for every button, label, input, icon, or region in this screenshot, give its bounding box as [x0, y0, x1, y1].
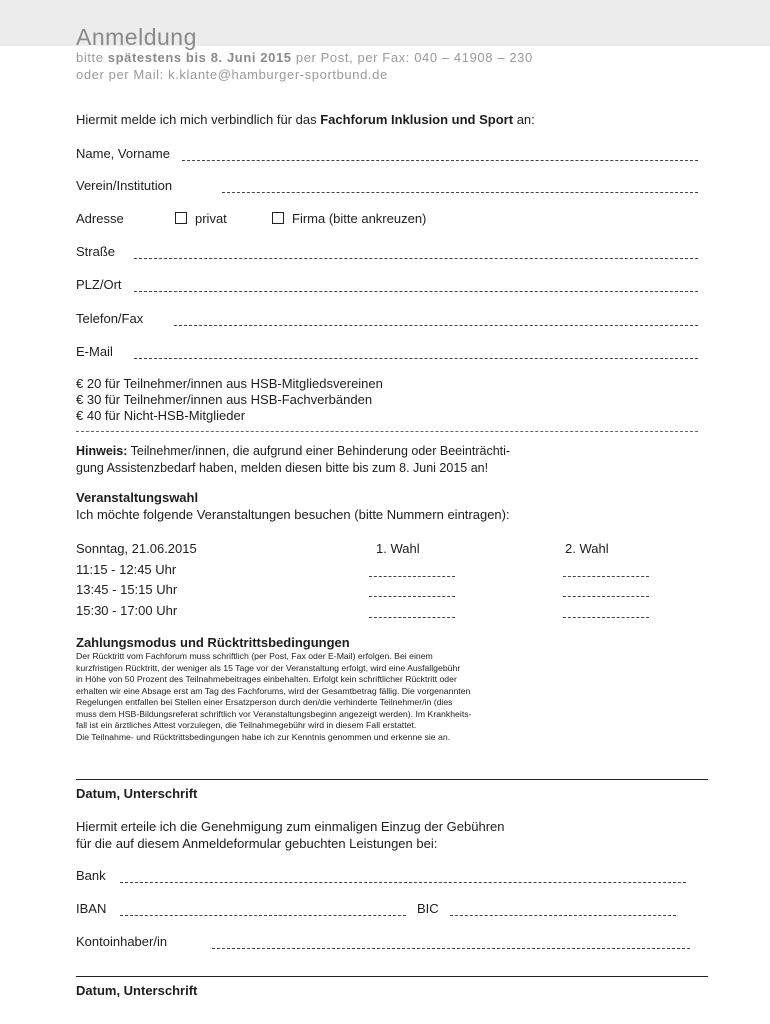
- hint-line1: Teilnehmer/innen, die aufgrund einer Behinderung oder Beeinträchti-: [130, 444, 511, 458]
- firma-label: Firma (bitte ankreuzen): [292, 211, 427, 226]
- telefon-field[interactable]: [174, 325, 698, 326]
- bic-label: BIC: [417, 901, 439, 916]
- form-title: Anmeldung: [76, 24, 197, 50]
- terms-line: Der Rücktritt vom Fachforum muss schriftlich (per Post, Fax oder E-Mail) erfolgen. Bei einem: [76, 651, 433, 661]
- intro-line: [76, 112, 535, 127]
- strasse-field[interactable]: [134, 258, 698, 259]
- privat-option[interactable]: [175, 211, 227, 226]
- terms-line: Die Teilnahme- und Rücktrittsbedingungen habe ich zur Kenntnis genommen und erkenne sie an.: [76, 731, 451, 742]
- fee-association: € 30 für Teilnehmer/innen aus HSB-Fachverbänden: [76, 392, 373, 407]
- telefon-label: Telefon/Fax: [76, 311, 144, 326]
- slot-2-first-choice[interactable]: [369, 596, 455, 597]
- bank-label: Bank: [76, 868, 106, 883]
- holder-field[interactable]: [212, 948, 690, 949]
- terms-line: kurzfristigen Rücktritt, der weniger als 15 Tage vor der Veranstaltung erfolgt, wird eine Ausfallgebühr: [76, 662, 461, 673]
- slot-1: 11:15 - 12:45 Uhr: [76, 562, 177, 577]
- selection-date: Sonntag, 21.06.2015: [76, 541, 197, 556]
- selection-heading: Veranstaltungswahl: [76, 490, 199, 505]
- privat-label: privat: [195, 211, 227, 226]
- slot-1-second-choice[interactable]: [563, 576, 649, 577]
- deadline-contact: per Post, per Fax: 040 – 41908 – 230: [295, 50, 533, 65]
- plz-field[interactable]: [134, 291, 698, 292]
- hint-block: [76, 443, 510, 477]
- terms-line: fall ist ein ärztliches Attest vorzulegen, die Teilnahmegebühr wird in diesem Fall erstattet.: [76, 720, 417, 730]
- terms-line: erhalten wir eine Absage erst am Tag des Fachforums, wird der Gesamtbetrag fällig. Die vorgenannten: [76, 685, 471, 696]
- sepa-line2: für die auf diesem Anmeldeformular gebuchten Leistungen bei:: [76, 836, 438, 851]
- signature-label-1: Datum, Unterschrift: [76, 786, 198, 801]
- divider: [76, 431, 698, 432]
- second-choice-header: 2. Wahl: [565, 541, 609, 556]
- iban-label: IBAN: [76, 901, 107, 916]
- hint-label: Hinweis:: [76, 444, 128, 458]
- adresse-label: Adresse: [76, 211, 124, 226]
- slot-2-second-choice[interactable]: [563, 596, 649, 597]
- terms-line: muss dem HSB-Bildungsreferat schriftlich vor Veranstaltungsbeginn angezeigt werden). Im Krankheits-: [76, 708, 472, 719]
- deadline-date: spätestens bis 8. Juni 2015: [107, 50, 292, 65]
- verein-field[interactable]: [222, 192, 698, 193]
- terms-line: Regelungen entfallen bei Stellen einer Ersatzperson durch den/die verhinderte Teilnehmer/in (dies: [76, 697, 453, 707]
- signature-label-2: Datum, Unterschrift: [76, 983, 198, 998]
- payment-terms: [76, 651, 716, 743]
- terms-line: in Höhe von 50 Prozent des Teilnahmebeitrages einbehalten. Erfolgt kein schriftlicher Rücktritt oder: [76, 674, 457, 684]
- bic-field[interactable]: [450, 915, 676, 916]
- slot-3: 15:30 - 17:00 Uhr: [76, 603, 178, 618]
- slot-1-first-choice[interactable]: [369, 576, 455, 577]
- sepa-line1: Hiermit erteile ich die Genehmigung zum einmaligen Einzug der Gebühren: [76, 819, 505, 834]
- signature-line-2[interactable]: [76, 976, 708, 977]
- deadline-line: [76, 50, 533, 65]
- email-label: E-Mail: [76, 344, 113, 359]
- signature-line-1[interactable]: [76, 779, 708, 780]
- intro-suffix: an:: [516, 112, 535, 127]
- hint-line2: gung Assistenzbedarf haben, melden diesen bitte bis zum 8. Juni 2015 an!: [76, 461, 489, 475]
- selection-instruction: Ich möchte folgende Veranstaltungen besuchen (bitte Nummern eintragen):: [76, 507, 510, 522]
- firma-checkbox[interactable]: [272, 212, 284, 224]
- intro-event: Fachforum Inklusion und Sport: [320, 112, 514, 127]
- payment-heading: Zahlungsmodus und Rücktrittsbedingungen: [76, 635, 350, 650]
- iban-field[interactable]: [120, 915, 406, 916]
- deadline-prefix: bitte: [76, 50, 104, 65]
- holder-label: Kontoinhaber/in: [76, 934, 168, 949]
- bank-field[interactable]: [120, 882, 686, 883]
- privat-checkbox[interactable]: [175, 212, 187, 224]
- mail-line: oder per Mail: k.klante@hamburger-sportbund.de: [76, 67, 388, 82]
- slot-3-first-choice[interactable]: [369, 617, 455, 618]
- email-field[interactable]: [134, 358, 698, 359]
- first-choice-header: 1. Wahl: [376, 541, 420, 556]
- fee-nonmember: € 40 für Nicht-HSB-Mitglieder: [76, 408, 246, 423]
- slot-3-second-choice[interactable]: [563, 617, 649, 618]
- intro-prefix: Hiermit melde ich mich verbindlich für das: [76, 112, 317, 127]
- slot-2: 13:45 - 15:15 Uhr: [76, 582, 178, 597]
- verein-label: Verein/Institution: [76, 178, 173, 193]
- plz-label: PLZ/Ort: [76, 277, 122, 292]
- strasse-label: Straße: [76, 244, 116, 259]
- firma-option[interactable]: [272, 211, 426, 226]
- fee-member: € 20 für Teilnehmer/innen aus HSB-Mitgliedsvereinen: [76, 376, 383, 391]
- name-field[interactable]: [182, 160, 698, 161]
- name-label: Name, Vorname: [76, 146, 170, 161]
